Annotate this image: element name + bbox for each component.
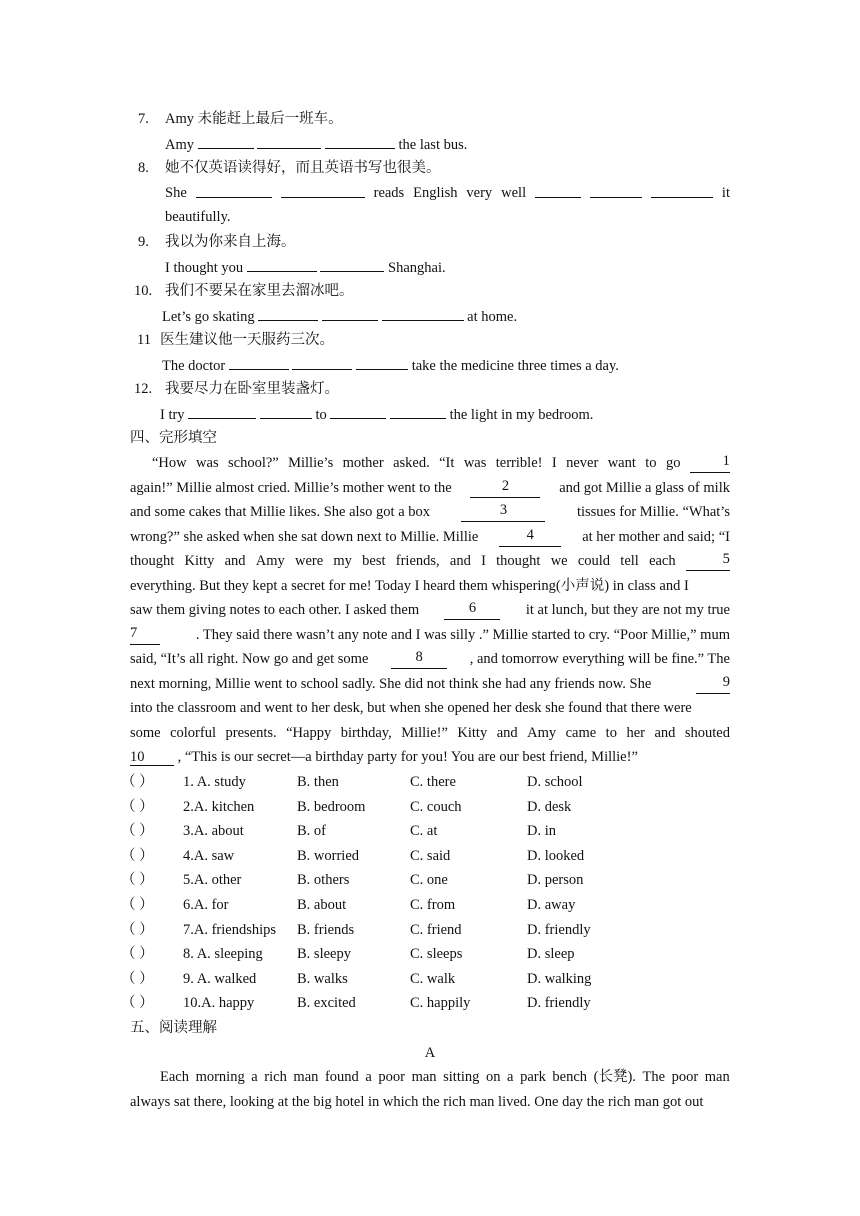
cloze-blank[interactable]: 8 (391, 649, 447, 669)
word: Millie!” (401, 725, 448, 741)
option-d: D. person (527, 872, 584, 889)
answer-blank[interactable] (390, 404, 446, 419)
answer-blank[interactable] (257, 134, 321, 149)
word: “It (439, 455, 455, 471)
passage-line (130, 747, 638, 767)
word: my (333, 553, 352, 569)
word: we (550, 553, 568, 569)
word: poor (671, 1069, 699, 1085)
word: never (566, 455, 599, 471)
text-segment: the last bus. (398, 137, 468, 153)
passage-label: A (424, 1045, 436, 1061)
question-english-line (160, 404, 593, 425)
answer-paren[interactable]: （ ） (121, 970, 154, 987)
word: terrible! (495, 455, 543, 471)
answer-paren[interactable]: （ ） (121, 823, 154, 840)
option-d: D. looked (527, 847, 585, 864)
text-segment: . They said there wasn’t any note and I was silly .” Millie started to cry. “Poor Millie,” mum (195, 627, 730, 643)
option-a: 8. A. sleeping (183, 946, 263, 963)
word: “How (152, 455, 187, 471)
text-segment: I try (160, 407, 185, 423)
text-segment: always sat there, looking at the big hotel in which the rich man lived. One day the rich man got out (130, 1094, 704, 1110)
text-segment: well (501, 185, 527, 201)
option-c: C. walk (410, 970, 456, 987)
option-a: 4.A. saw (183, 847, 235, 864)
text-segment: Shanghai. (388, 260, 446, 276)
word: thought (496, 553, 541, 569)
option-c: C. from (410, 897, 456, 913)
cloze-blank[interactable]: 4 (499, 527, 561, 547)
text-segment: I thought you (165, 260, 244, 276)
option-d: D. friendly (527, 995, 591, 1012)
word: and (224, 553, 246, 569)
answer-paren[interactable]: （ ） (121, 897, 154, 913)
answer-blank[interactable] (651, 183, 713, 198)
passage-line (130, 527, 730, 547)
word: birthday, (340, 725, 392, 741)
section-heading: 五、阅读理解 (130, 1020, 217, 1036)
word: on (485, 1069, 501, 1085)
text-segment: Amy (165, 137, 194, 153)
option-a: 6.A. for (183, 897, 229, 913)
section-heading: 四、完形填空 (130, 430, 217, 446)
text-segment: into the classroom and went to her desk, but when she opened her desk she found that there were (130, 700, 692, 716)
word: a (507, 1069, 514, 1085)
option-a: 1. A. study (183, 774, 246, 790)
option-c: C. there (410, 774, 456, 790)
answer-blank[interactable] (535, 183, 581, 198)
word: shouted (684, 725, 730, 741)
passage-line (130, 674, 730, 694)
word: man (704, 1069, 730, 1085)
word: was (196, 455, 219, 471)
option-b: B. sleepy (297, 946, 351, 963)
cloze-blank[interactable]: 2 (470, 478, 540, 498)
question-chinese: 我们不要呆在家里去溜冰吧。 (165, 283, 354, 299)
option-c: C. sleeps (410, 946, 463, 963)
question-chinese: 我要尽力在卧室里装盏灯。 (165, 381, 339, 397)
text-segment: it at lunch, but they are not my true (525, 602, 730, 618)
word: Each (160, 1069, 189, 1085)
word: and (496, 725, 518, 741)
word: to (645, 455, 657, 471)
answer-paren[interactable]: （ ） (121, 995, 154, 1012)
answer-paren[interactable]: （ ） (121, 847, 154, 864)
question-english-line (162, 306, 517, 327)
answer-blank[interactable] (198, 134, 254, 149)
word: man (293, 1069, 319, 1085)
option-d: D. friendly (527, 921, 591, 938)
option-b: B. worried (297, 847, 360, 864)
answer-blank[interactable] (260, 404, 312, 419)
cloze-blank[interactable]: 7 (130, 625, 160, 645)
text-segment: the light in my bedroom. (449, 407, 594, 423)
text-segment: , and tomorrow everything will be fine.” The (469, 651, 730, 667)
cloze-blank[interactable]: 10 (130, 749, 174, 766)
word: colorful (170, 725, 216, 741)
option-d: D. sleep (527, 946, 575, 963)
word: morning (195, 1069, 245, 1085)
word: and (449, 553, 471, 569)
answer-blank[interactable] (281, 183, 365, 198)
cloze-blank[interactable]: 5 (686, 551, 730, 571)
text-segment: next morning, Millie went to school sadly. She did not think she had any friends now. She (130, 676, 652, 692)
answer-blank[interactable] (325, 134, 395, 149)
word: bench (552, 1069, 588, 1085)
passage-line (130, 502, 730, 522)
option-c: C. at (410, 823, 438, 840)
text-segment: take the medicine three times a day. (411, 358, 619, 374)
word: each (649, 553, 676, 569)
answer-paren[interactable]: （ ） (121, 774, 154, 790)
option-a: 2.A. kitchen (183, 798, 255, 815)
answer-blank[interactable] (247, 257, 317, 272)
passage-line (130, 1092, 730, 1112)
passage-line (130, 723, 730, 743)
text-segment: wrong?” she asked when she sat down next to Millie. Millie (130, 529, 479, 545)
option-d: D. walking (527, 970, 592, 987)
question-number: 9. (138, 234, 149, 250)
word: (长凳). (593, 1069, 636, 1085)
option-d: D. school (527, 774, 583, 790)
answer-blank[interactable] (292, 355, 352, 370)
question-chinese: 医生建议他一天服药三次。 (160, 332, 334, 348)
word: school?” (227, 455, 279, 471)
text-segment: Let’s go skating (162, 309, 255, 325)
passage-line (130, 551, 730, 571)
word: tell (620, 553, 639, 569)
word: presents. (225, 725, 277, 741)
word: to (605, 725, 617, 741)
option-a: 3.A. about (183, 823, 244, 840)
text-segment: She (165, 185, 187, 201)
option-a: 7.A. friendships (183, 921, 277, 938)
word: rich (264, 1069, 287, 1085)
answer-paren[interactable]: （ ） (121, 921, 154, 938)
text-segment: , “This is our secret—a birthday party for you! You are our best friend, Millie!” (177, 749, 638, 765)
option-b: B. excited (297, 995, 356, 1012)
option-b: B. of (297, 823, 326, 840)
option-a: 10.A. happy (183, 995, 255, 1012)
option-d: D. desk (527, 798, 572, 815)
text-segment: everything. But they kept a secret for me! Today I heard them whispering(小声说) in class and I (130, 578, 689, 594)
option-c: C. one (410, 872, 448, 889)
text-segment: again!” Millie almost cried. Millie’s mother went to the (130, 480, 452, 496)
text-segment: to (315, 407, 327, 423)
word: park (520, 1069, 546, 1085)
passage-line (130, 1067, 730, 1087)
word: want (607, 455, 636, 471)
passage-line (130, 649, 730, 669)
text-segment: tissues for Millie. “What’s (576, 504, 730, 520)
text-segment: said, “It’s all right. Now go and get some (130, 651, 369, 667)
answer-blank[interactable] (590, 183, 642, 198)
passage-line (130, 625, 730, 645)
word: and (654, 725, 676, 741)
option-c: C. happily (410, 995, 471, 1012)
text-segment: it (721, 185, 730, 201)
word: The (642, 1069, 666, 1085)
word: Amy (255, 553, 285, 569)
text-segment: The doctor (162, 358, 226, 374)
question-number: 12. (134, 381, 153, 397)
word: thought (130, 553, 175, 569)
word: man (411, 1069, 437, 1085)
word: came (565, 725, 597, 741)
answer-paren[interactable]: （ ） (121, 946, 154, 963)
question-chinese: Amy 未能赶上最后一班车。 (165, 111, 343, 127)
word: sitting (443, 1069, 480, 1085)
option-a: 9. A. walked (183, 970, 257, 987)
word: go (665, 455, 681, 471)
question-number: 10. (134, 283, 153, 299)
question-english-wrap: beautifully. (165, 209, 231, 225)
word: Kitty (457, 725, 488, 741)
answer-blank[interactable] (320, 257, 384, 272)
passage-line (130, 600, 730, 620)
question-chinese: 她不仅英语读得好，而且英语书写也很美。 (165, 160, 441, 176)
answer-blank[interactable] (229, 355, 289, 370)
word: found (324, 1069, 359, 1085)
passage-line (130, 453, 730, 473)
option-b: B. friends (297, 921, 355, 938)
word: asked. (393, 455, 430, 471)
word: Kitty (184, 553, 215, 569)
option-b: B. walks (297, 970, 348, 987)
text-segment: at home. (467, 309, 518, 325)
word: Amy (527, 725, 557, 741)
word: some (130, 725, 161, 741)
word: I (481, 553, 486, 569)
answer-blank[interactable] (322, 306, 378, 321)
word: I (551, 455, 557, 471)
option-b: B. then (297, 774, 339, 790)
cloze-blank[interactable]: 1 (690, 453, 730, 473)
text-segment: at her mother and said; “I (582, 529, 730, 545)
cloze-blank[interactable]: 9 (696, 674, 730, 694)
word: a (365, 1069, 372, 1085)
question-english-line (162, 355, 619, 376)
option-a: 5.A. other (183, 872, 242, 889)
word: mother (342, 455, 384, 471)
question-number: 7. (138, 111, 149, 127)
word: was (463, 455, 487, 471)
question-english-line (165, 183, 730, 203)
answer-blank[interactable] (188, 404, 256, 419)
word: best (362, 553, 386, 569)
text-segment: and got Millie a glass of milk (559, 480, 730, 496)
text-segment: saw them giving notes to each other. I asked them (130, 602, 420, 618)
question-number: 8. (138, 160, 149, 176)
word: a (251, 1069, 258, 1085)
answer-paren[interactable]: （ ） (121, 872, 154, 889)
cloze-blank[interactable]: 3 (461, 502, 545, 522)
answer-blank[interactable] (330, 404, 386, 419)
passage-line (130, 576, 730, 596)
option-c: C. couch (410, 798, 462, 815)
question-english-line (165, 134, 467, 155)
answer-blank[interactable] (196, 183, 272, 198)
text-segment: very (466, 185, 493, 201)
question-chinese: 我以为你来自上海。 (165, 234, 296, 250)
answer-paren[interactable]: （ ） (121, 798, 154, 815)
cloze-blank[interactable]: 6 (444, 600, 500, 620)
passage-line (130, 478, 730, 498)
option-d: D. in (527, 823, 556, 840)
answer-blank[interactable] (356, 355, 408, 370)
option-b: B. others (297, 872, 350, 889)
text-segment: English (413, 185, 458, 201)
option-c: C. said (410, 847, 451, 864)
question-number: 11 (137, 332, 151, 348)
question-english-line (165, 257, 446, 278)
answer-blank[interactable] (258, 306, 318, 321)
option-b: B. about (297, 897, 347, 913)
text-segment: and some cakes that Millie likes. She also got a box (130, 504, 431, 520)
option-c: C. friend (410, 921, 462, 938)
word: “Happy (286, 725, 332, 741)
passage-line (130, 698, 730, 718)
answer-blank[interactable] (382, 306, 464, 321)
word: could (577, 553, 611, 569)
word: poor (378, 1069, 405, 1085)
word: friends, (395, 553, 440, 569)
text-segment: reads (373, 185, 405, 201)
word: her (626, 725, 645, 741)
word: were (295, 553, 324, 569)
option-d: D. away (527, 897, 576, 913)
option-b: B. bedroom (297, 798, 366, 815)
word: Millie’s (288, 455, 334, 471)
